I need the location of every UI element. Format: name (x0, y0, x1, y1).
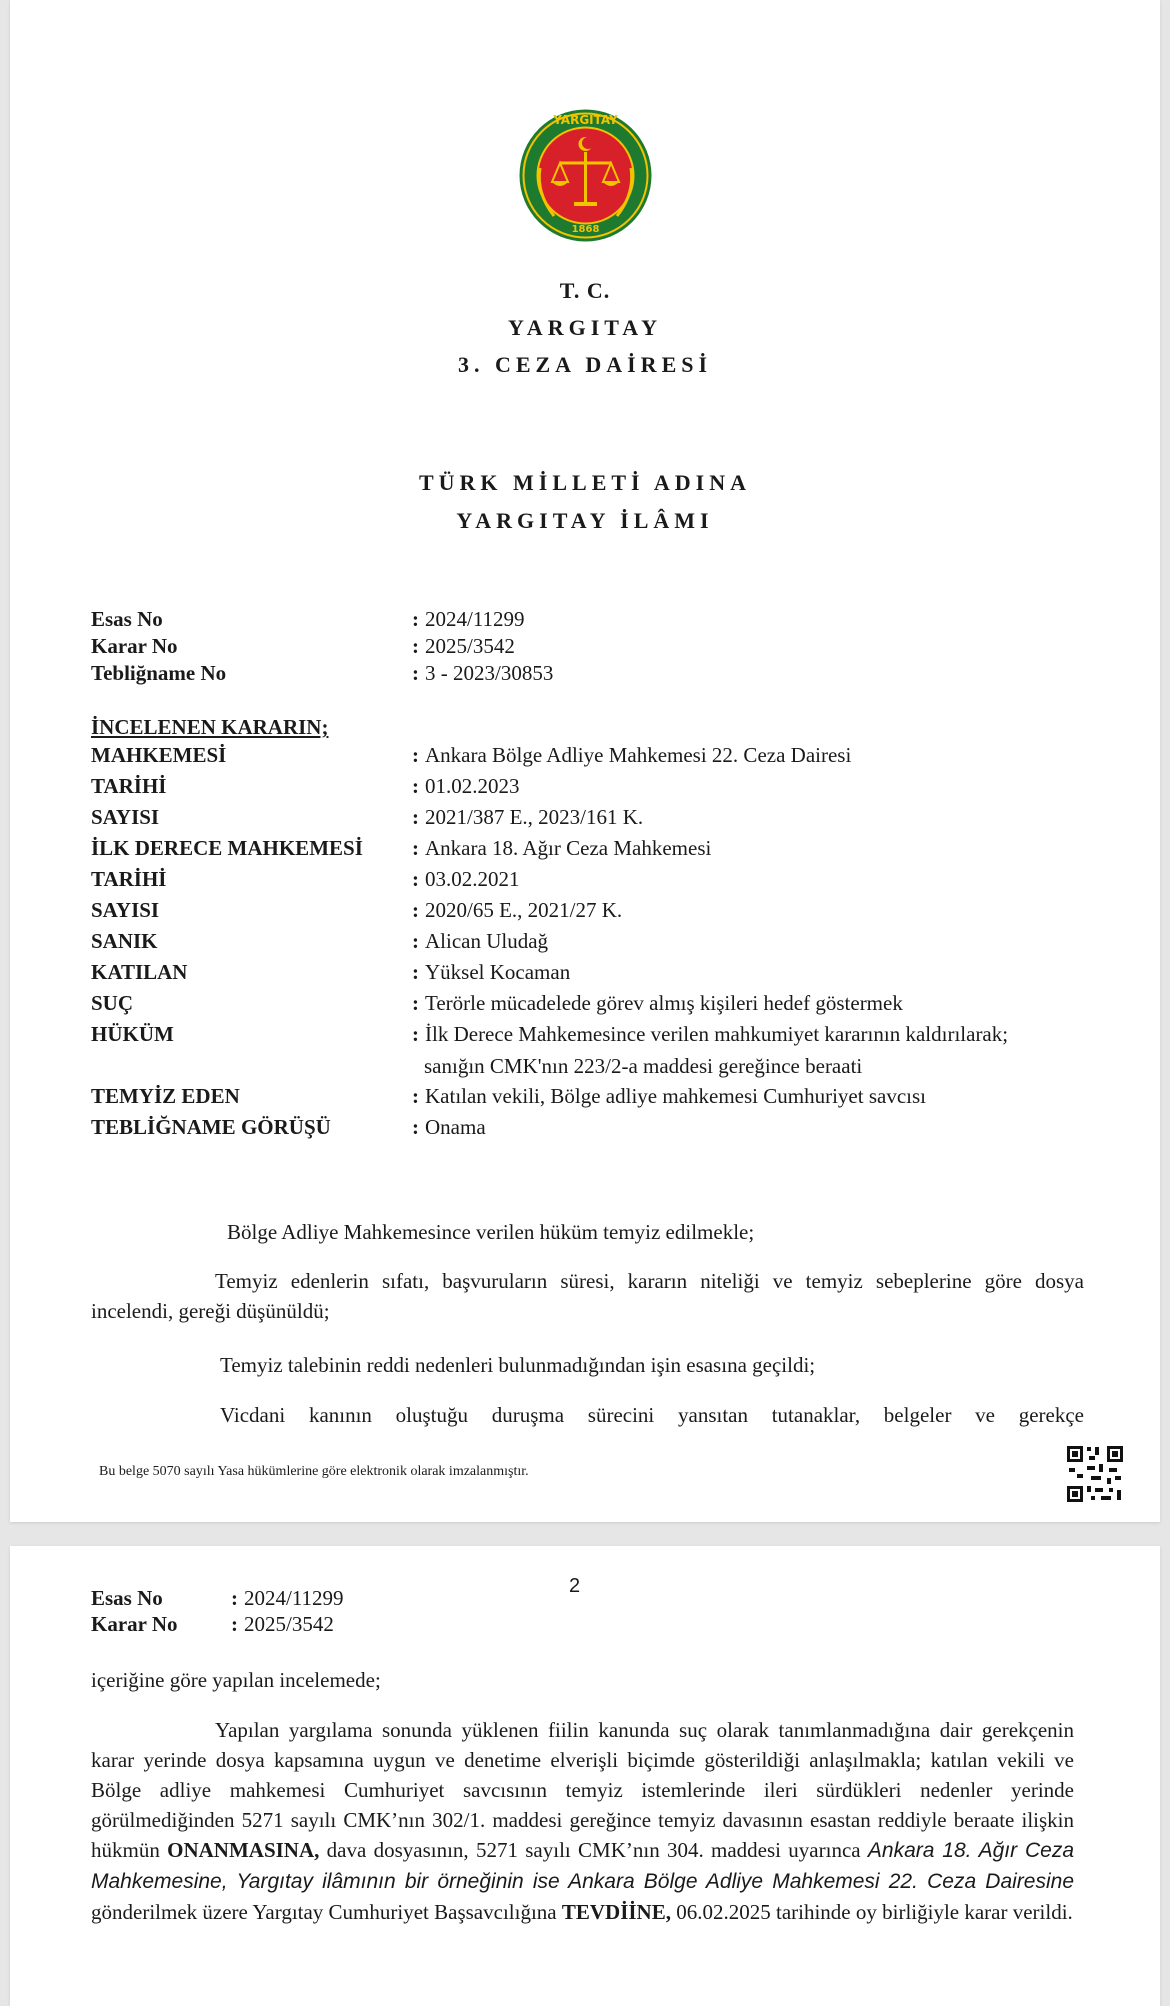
header-nation: TÜRK MİLLETİ ADINA (418, 470, 752, 495)
e-signature-note: Bu belge 5070 sayılı Yasa hükümlerine göre elektronik olarak imzalanmıştır. (99, 1464, 529, 1479)
body-paragraph: Vicdani kanının oluştuğu duruşma sürecini yansıtan tutanaklar, belgeler ve gerekçe (220, 1403, 1084, 1427)
qr-code-icon (1065, 1444, 1125, 1504)
header-ilam: YARGITAY İLÂMI (456, 508, 714, 533)
reviewed-title: İNCELENEN KARARIN; (91, 715, 329, 739)
document-page-2: Esas No : 2024/11299 Karar No : 2025/3542 (10, 1546, 1160, 2006)
body-paragraph-final: Yapılan yargılama sonunda yüklenen fiilin kanunda suç olarak tanımlanmadığına dair gerekçenin karar yerinde dosya kapsamına uygun ve denetime elverişli biçimde gösterildiği anlaşılmakla; katılan vekili ve Bölge adliye mahkemesi Cumhuriyet savcısının temyiz istemlerinde ileri sürdükleri nedenler yerinde görülmediğinden 5271 sayılı CMK’nın 302/1. maddesi gereğince temyiz davasının esastan reddiyle beraate ilişkin hükmün ONANMASINA, dava dosyasının, 5271 sayılı CMK’nın 304. maddesi uyarınca Ankara 18. Ağır Ceza Mahkemesine, Yargıtay ilâmının bir örneğinin ise Ankara Bölge Adliye Mahkemesi 22. Ceza Dairesine gönderilmek üzere Yargıtay Cumhuriyet Başsavcılığına TEVDİİNE, 06.02.2025 tarihinde oy birliğiyle karar verildi. (91, 1718, 1074, 1924)
svg-text:1868: 1868 (571, 224, 600, 235)
karar-value: 2025/3542 (425, 634, 515, 658)
yargitay-seal-logo (518, 108, 653, 243)
header-tc: T. C. (559, 278, 611, 303)
page-number: 2 (569, 1575, 581, 1597)
body-paragraph: Temyiz edenlerin sıfatı, başvuruların süresi, kararın niteliği ve temyiz sebeplerine göre dosya incelendi, gereği düşünüldü; (91, 1269, 1084, 1323)
svg-text:YARGITAY: YARGITAY (553, 113, 618, 127)
teblig-label: Tebliğname No (91, 661, 227, 685)
body-paragraph: Bölge Adliye Mahkemesince verilen hüküm temyiz edilmekle; (227, 1220, 755, 1244)
onanmasina-word: ONANMASINA, (167, 1838, 320, 1862)
body-paragraph: içeriğine göre yapılan incelemede; (91, 1668, 381, 1692)
karar-label: Karar No (91, 634, 178, 658)
esas-label: Esas No (91, 607, 163, 631)
teblig-value: 3 - 2023/30853 (425, 661, 554, 685)
tevdiine-word: TEVDİİNE, (561, 1900, 671, 1924)
document-page-1: 1868 YARGITAY T. C. YARGITAY 3. CEZA DAİRESİ TÜRK MİLLETİ ADINA YARGITAY İLÂMI Esas No : 2024/11299 Karar No : 2025/3542 Tebliğname No : 3 - 2023/30853 İNCELENEN KARARIN; MAHKEMESİ : Ankara Bölge Adliye Mahkemesi 22. Ceza Dairesi TARİHİ : 01.02.2023 SAYISI : 2021/387 E., 2023/161 K. İLK DERECE MAHKEMESİ : Ankara 18. Ağır Ceza Mahkemesi TARİHİ : 03.02.2021 SAYISI : 2020/65 E., 2021/27 K. SANIK : Alican Uludağ KATILAN : Yüksel Kocaman SUÇ : Terörle mücadelede görev almış kişileri hedef göstermek HÜKÜM : İlk Derece Mahkemesince verilen mahkumiyet kararının kaldırılarak; sanığın CMK'nın 223/2-a maddesi gereğince beraati TEMYİZ EDEN : Katılan vekili, Bölge adliye mahkemesi Cumhuriyet savcısı TEBLİĞNAME GÖRÜŞÜ : Onama Bölge Adliye Mahkemesince verilen hüküm temyiz edilmekle; Temyiz edenlerin sıfatı, başvuruların süresi, kararın niteliği ve temyiz sebeplerine göre dosya incelendi, gereği düşünüldü; Temyiz talebinin reddi nedenleri bulunmadığından işin esasına geçildi; Vicdani kanının oluştuğu duruşma sürecini yansıtan tutanaklar, belgeler ve gerekçe Bu belge 5070 sayılı Yasa hükümlerine göre elektronik olarak imzalanmıştır. (10, 0, 1160, 1522)
header-court: YARGITAY (507, 315, 663, 340)
body-paragraph: Temyiz talebinin reddi nedenleri bulunmadığından işin esasına geçildi; (220, 1353, 816, 1377)
esas-value: 2024/11299 (425, 607, 525, 631)
header-chamber: 3. CEZA DAİRESİ (457, 352, 713, 377)
